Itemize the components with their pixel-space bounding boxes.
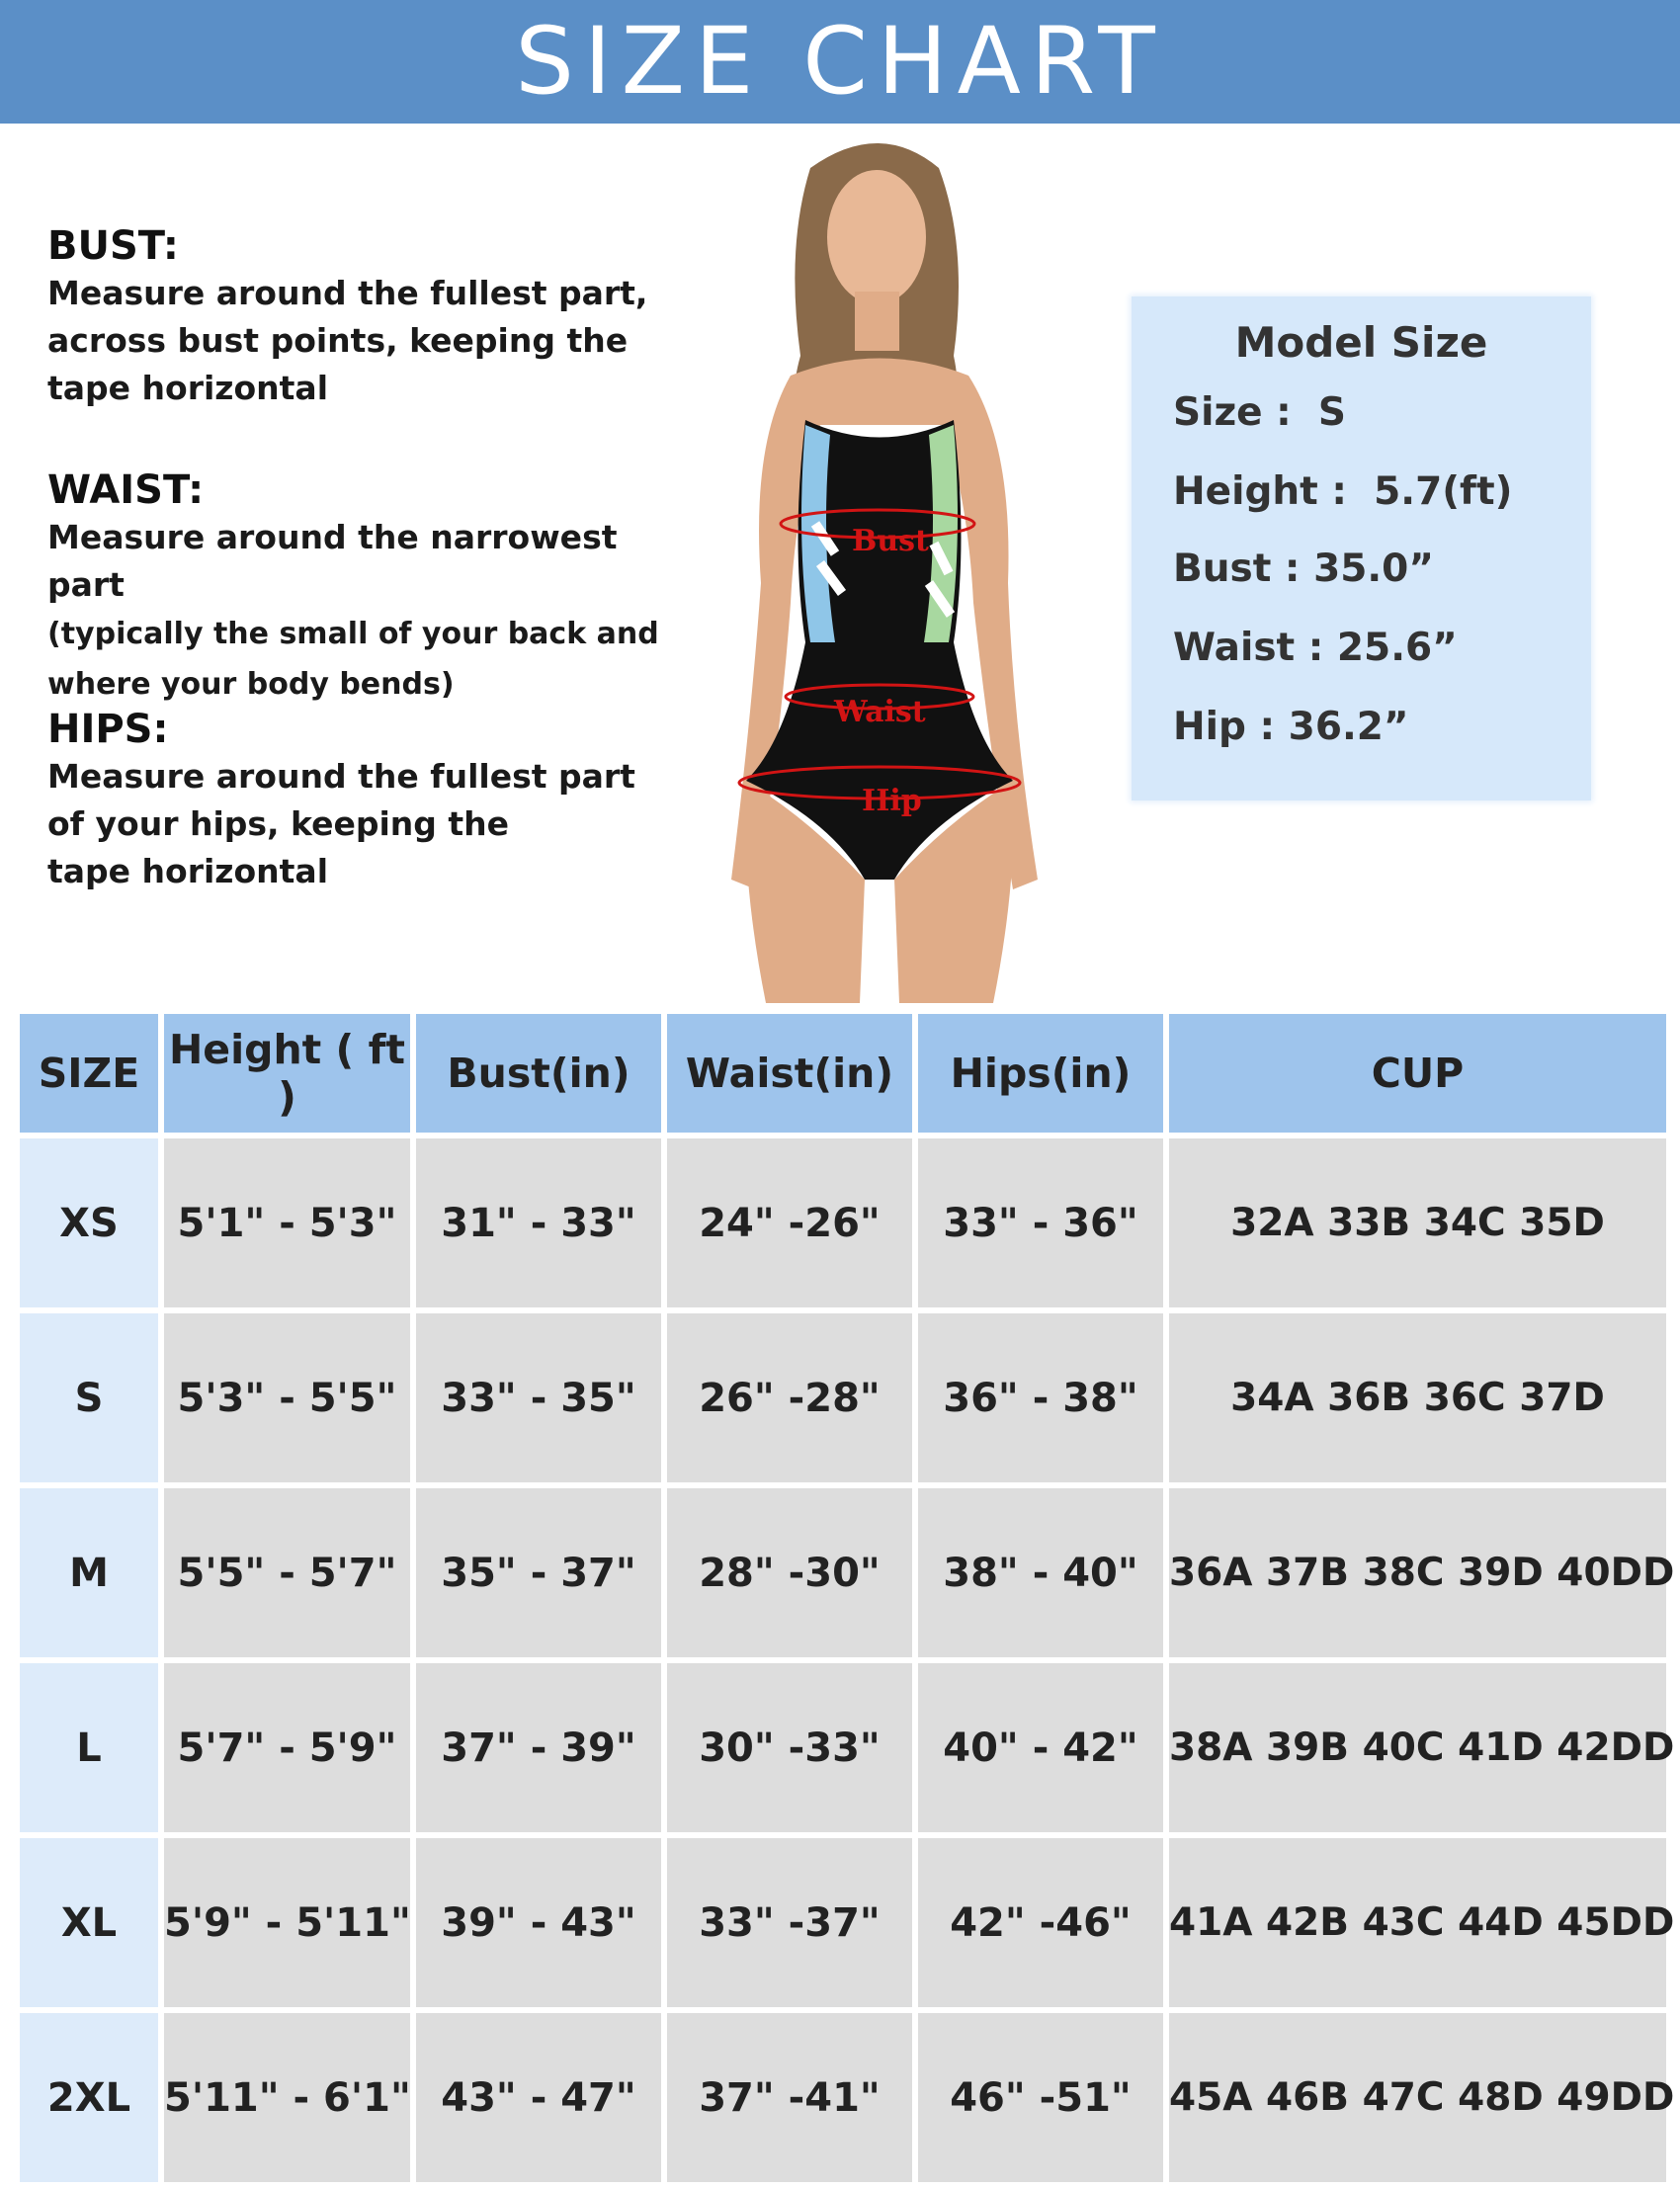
table-row	[20, 1663, 1666, 1832]
cell-cup: 36A 37B 38C 39D 40DD	[1169, 1488, 1666, 1657]
cell-cup: 38A 39B 40C 41D 42DD	[1169, 1663, 1666, 1832]
cell-bust: 35" - 37"	[416, 1488, 661, 1657]
cell-height: 5'7" - 5'9"	[164, 1663, 410, 1832]
hips-heading: HIPS:	[47, 707, 169, 752]
table-row	[20, 1488, 1666, 1657]
cell-height: 5'1" - 5'3"	[164, 1138, 410, 1307]
table-row	[20, 1138, 1666, 1307]
cell-hips: 33" - 36"	[918, 1138, 1163, 1307]
cell-cup: 41A 42B 43C 44D 45DD	[1169, 1838, 1666, 2007]
cell-height: 5'5" - 5'7"	[164, 1488, 410, 1657]
cell-bust: 31" - 33"	[416, 1138, 661, 1307]
header-bust: Bust(in)	[416, 1014, 661, 1133]
model-size-value: Size : S	[1173, 390, 1347, 435]
header-size: SIZE	[20, 1014, 158, 1133]
header-cup: CUP	[1169, 1014, 1666, 1133]
waist-heading: WAIST:	[47, 467, 205, 513]
cell-bust: 39" - 43"	[416, 1838, 661, 2007]
cell-bust: 37" - 39"	[416, 1663, 661, 1832]
header-height: Height ( ft )	[164, 1014, 410, 1133]
waist-description: Measure around the narrowest part	[47, 518, 618, 604]
cell-hips: 38" - 40"	[918, 1488, 1163, 1657]
cell-size: XS	[20, 1138, 158, 1307]
bust-label: Bust	[852, 524, 929, 558]
header-waist: Waist(in)	[667, 1014, 912, 1133]
cell-size: XL	[20, 1838, 158, 2007]
cell-bust: 43" - 47"	[416, 2013, 661, 2182]
cell-size: L	[20, 1663, 158, 1832]
cell-waist: 24" -26"	[667, 1138, 912, 1307]
waist-label: Waist	[834, 695, 926, 729]
hip-label: Hip	[862, 784, 922, 818]
header-hips: Hips(in)	[918, 1014, 1163, 1133]
cell-hips: 42" -46"	[918, 1838, 1163, 2007]
model-size-title: Model Size	[1234, 318, 1488, 367]
hips-guide	[47, 706, 660, 895]
cell-hips: 40" - 42"	[918, 1663, 1163, 1832]
model-size-box	[1132, 296, 1591, 800]
model-waist-value: Waist : 25.6”	[1173, 626, 1458, 670]
table-row	[20, 2013, 1666, 2182]
waist-guide	[47, 466, 660, 710]
cell-waist: 28" -30"	[667, 1488, 912, 1657]
cell-height: 5'3" - 5'5"	[164, 1313, 410, 1482]
cell-size: 2XL	[20, 2013, 158, 2182]
waist-note: (typically the small of your back and where your body bends)	[47, 617, 659, 702]
cell-hips: 46" -51"	[918, 2013, 1163, 2182]
table-row	[20, 1838, 1666, 2007]
table-header-row	[20, 1014, 1666, 1133]
cell-waist: 37" -41"	[667, 2013, 912, 2182]
model-bust-value: Bust : 35.0”	[1173, 547, 1434, 591]
cell-cup: 32A 33B 34C 35D	[1169, 1138, 1666, 1307]
header-banner	[0, 0, 1680, 124]
hips-description: Measure around the fullest part of your hips, keeping the tape horizontal	[47, 757, 635, 890]
table-row	[20, 1313, 1666, 1482]
cell-cup: 34A 36B 36C 37D	[1169, 1313, 1666, 1482]
model-height-value: Height : 5.7(ft)	[1173, 469, 1513, 514]
cell-size: S	[20, 1313, 158, 1482]
cell-waist: 30" -33"	[667, 1663, 912, 1832]
bust-heading: BUST:	[47, 223, 179, 269]
cell-hips: 36" - 38"	[918, 1313, 1163, 1482]
cell-height: 5'11" - 6'1"	[164, 2013, 410, 2182]
page-title: SIZE CHART	[515, 8, 1165, 116]
cell-height: 5'9" - 5'11"	[164, 1838, 410, 2007]
cell-waist: 26" -28"	[667, 1313, 912, 1482]
size-table	[14, 1008, 1675, 2188]
cell-cup: 45A 46B 47C 48D 49DD	[1169, 2013, 1666, 2182]
model-face	[827, 170, 926, 304]
cell-size: M	[20, 1488, 158, 1657]
bust-description: Measure around the fullest part, across bust points, keeping the tape horizontal	[47, 274, 648, 407]
model-figure	[672, 128, 1087, 1003]
model-neck	[855, 292, 899, 351]
cell-bust: 33" - 35"	[416, 1313, 661, 1482]
bust-guide	[47, 222, 660, 412]
model-hip-value: Hip : 36.2”	[1173, 705, 1409, 749]
model-chest	[791, 359, 968, 426]
cell-waist: 33" -37"	[667, 1838, 912, 2007]
